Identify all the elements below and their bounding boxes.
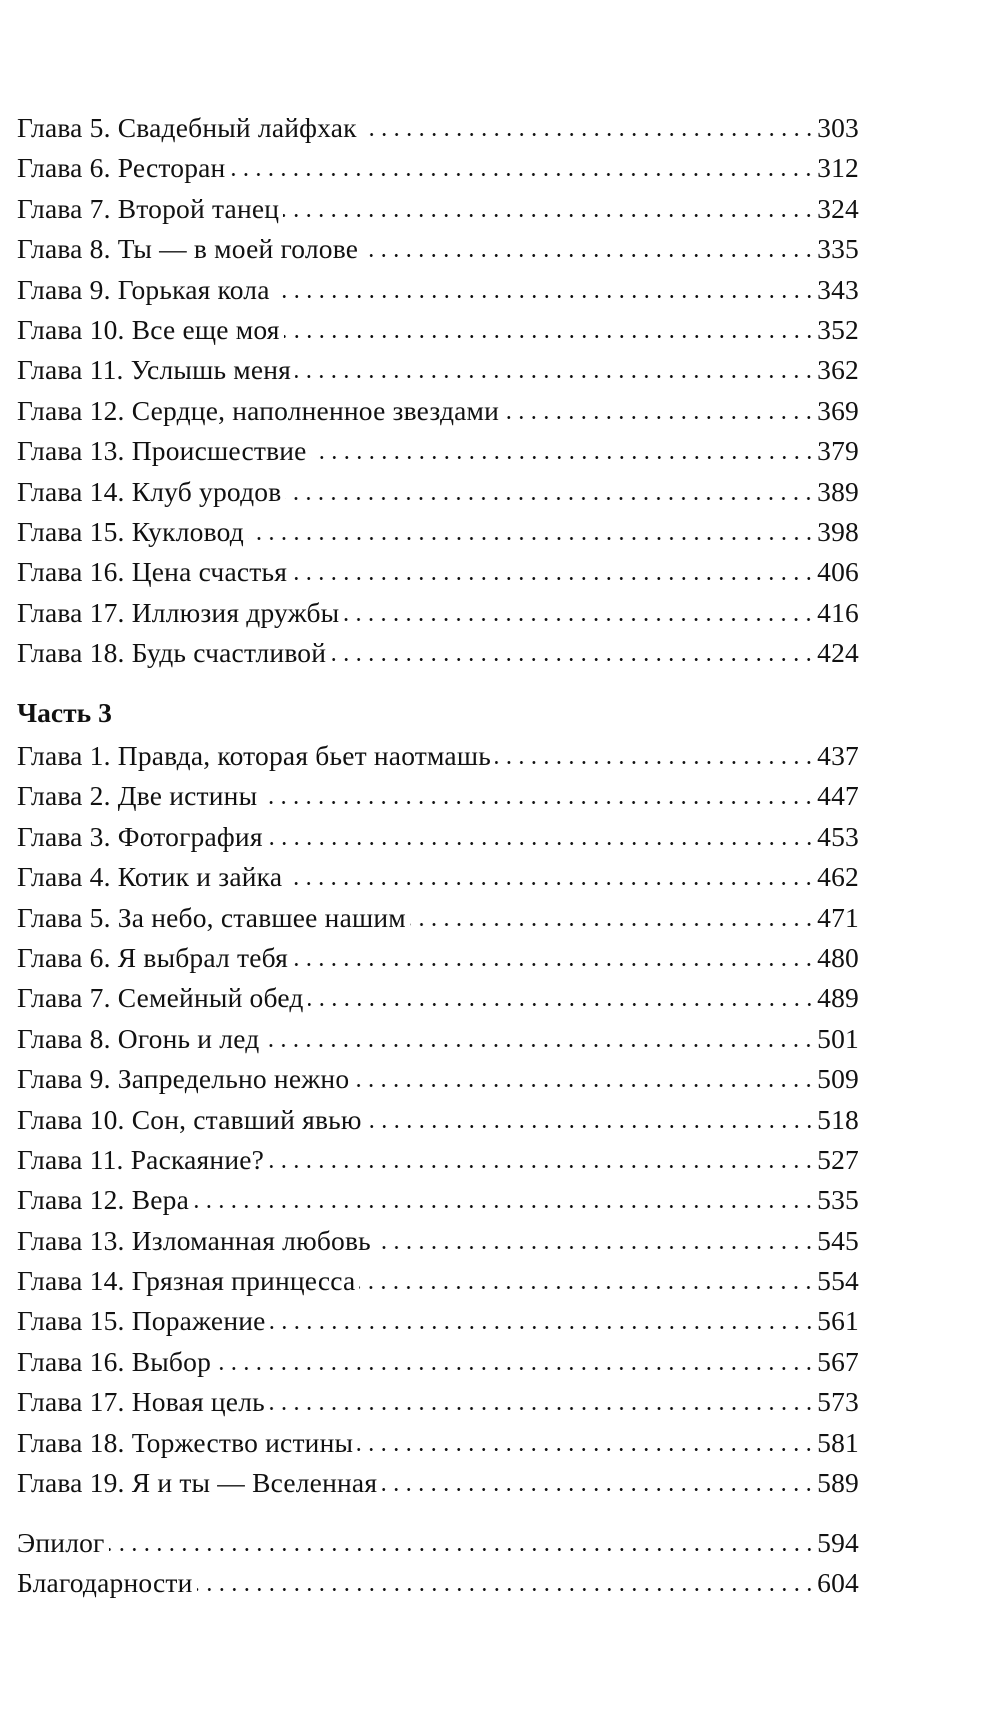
toc-entry — [17, 1423, 859, 1463]
dot-leader — [267, 842, 815, 845]
toc-entry — [17, 857, 859, 897]
toc-entry-page: 471 — [817, 901, 859, 933]
dot-leader — [229, 173, 815, 176]
toc-entry-title: Глава 15. Кукловод — [17, 515, 244, 547]
toc-entry-page: 406 — [817, 556, 859, 588]
toc-entry-title: Глава 11. Раскаяние? — [17, 1143, 265, 1175]
dot-leader — [263, 1044, 815, 1047]
dot-leader — [353, 1084, 815, 1087]
toc-entry — [17, 1301, 859, 1341]
toc-entry-page: 379 — [817, 435, 859, 467]
toc-entry-title: Глава 15. Поражение — [17, 1305, 266, 1337]
toc-entry — [17, 229, 859, 269]
toc-entry-page: 480 — [817, 941, 859, 973]
toc-entry-title: Глава 10. Все еще моя — [17, 313, 280, 345]
toc-entry — [17, 1140, 859, 1180]
toc-entry-title: Глава 16. Выбор — [17, 1345, 212, 1377]
toc-entry — [17, 938, 859, 978]
toc-entry — [17, 776, 859, 816]
toc-entry-title: Глава 18. Будь счастливой — [17, 637, 327, 669]
dot-leader — [362, 254, 815, 257]
toc-entry-title: Эпилог — [17, 1527, 105, 1558]
dot-leader — [286, 882, 815, 885]
toc-entry-page: 352 — [817, 313, 859, 345]
toc-entry-title: Глава 17. Иллюзия дружбы — [17, 596, 340, 628]
toc-entry-page: 545 — [817, 1224, 859, 1256]
toc-entry-page: 573 — [817, 1386, 859, 1418]
dot-leader — [215, 1367, 815, 1370]
dot-leader — [495, 761, 815, 764]
dot-leader — [261, 801, 815, 804]
toc-entry — [17, 1100, 859, 1140]
toc-entry-page: 324 — [817, 192, 859, 224]
toc-entry-title: Глава 9. Горькая кола — [17, 273, 270, 305]
dot-leader — [330, 658, 815, 661]
part3-heading: Часть 3 — [17, 697, 112, 728]
toc-entry-page: 416 — [817, 596, 859, 628]
toc-entry-title: Благодарности — [17, 1567, 193, 1599]
toc-entry-title: Глава 10. Сон, ставший явью — [17, 1103, 362, 1135]
toc-entry-title: Глава 1. Правда, которая бьет наотмашь — [17, 740, 491, 771]
toc-entry-title: Глава 19. Я и ты — Вселенная — [17, 1467, 378, 1499]
dot-leader — [193, 1205, 815, 1208]
toc-entry — [17, 1563, 859, 1603]
toc-entry — [17, 512, 859, 552]
toc-entry-title: Глава 17. Новая цель — [17, 1386, 265, 1418]
toc-entry — [17, 148, 859, 188]
dot-leader — [109, 1548, 816, 1551]
toc-entry — [17, 108, 859, 148]
toc-entry-title: Глава 16. Цена счастья — [17, 556, 288, 588]
toc-entry-title: Глава 3. Фотография — [17, 820, 263, 852]
dot-leader — [308, 1003, 816, 1006]
toc-entry — [17, 1261, 859, 1301]
toc-entry — [17, 1463, 859, 1503]
toc-entry — [17, 310, 859, 350]
dot-leader — [375, 1246, 815, 1249]
toc-entry — [17, 1221, 859, 1261]
part2-chapter-list — [17, 108, 859, 673]
toc-entry — [17, 350, 859, 390]
toc-entry-title: Глава 12. Сердце, наполненное звездами — [17, 394, 500, 426]
dot-leader — [343, 618, 815, 621]
toc-entry-title: Глава 7. Семейный обед — [17, 982, 304, 1014]
dot-leader — [285, 497, 815, 500]
toc-entry-page: 453 — [817, 820, 859, 852]
dot-leader — [366, 1125, 816, 1128]
toc-entry-title: Глава 9. Запредельно нежно — [17, 1063, 350, 1095]
dot-leader — [268, 1165, 815, 1168]
toc-entry-page: 437 — [817, 740, 859, 771]
toc-entry-title: Глава 8. Огонь и лед — [17, 1022, 260, 1054]
toc-entry-page: 389 — [817, 475, 859, 507]
toc-entry — [17, 472, 859, 512]
toc-entry-page: 594 — [817, 1527, 859, 1558]
toc-entry-page: 489 — [817, 982, 859, 1014]
toc-entry-page: 554 — [817, 1265, 859, 1297]
dot-leader — [292, 963, 815, 966]
toc-entry-page: 303 — [817, 112, 859, 143]
part3-chapter-list — [17, 736, 859, 1503]
toc-entry-page: 518 — [817, 1103, 859, 1135]
toc-entry — [17, 391, 859, 431]
dot-leader — [295, 375, 815, 378]
toc-entry-page: 362 — [817, 354, 859, 386]
dot-leader — [197, 1588, 816, 1591]
toc-entry — [17, 1382, 859, 1422]
toc-entry — [17, 633, 859, 673]
toc-entry-page: 604 — [817, 1567, 859, 1599]
toc-entry-title: Глава 13. Изломанная любовь — [17, 1224, 371, 1256]
toc-entry — [17, 270, 859, 310]
toc-entry — [17, 736, 859, 776]
toc-entry-page: 561 — [817, 1305, 859, 1337]
toc-entry-page: 527 — [817, 1143, 859, 1175]
toc-entry-title: Глава 14. Клуб уродов — [17, 475, 282, 507]
toc-entry — [17, 1523, 859, 1563]
toc-entry — [17, 431, 859, 471]
toc-entry-page: 462 — [817, 861, 859, 893]
toc-entry-title: Глава 13. Происшествие — [17, 435, 307, 467]
toc-entry — [17, 189, 859, 229]
dot-leader — [269, 1407, 815, 1410]
toc-entry-title: Глава 7. Второй танец — [17, 192, 280, 224]
dot-leader — [361, 133, 815, 136]
dot-leader — [311, 456, 816, 459]
dot-leader — [381, 1488, 815, 1491]
toc-entry-page: 424 — [817, 637, 859, 669]
toc-entry-page: 343 — [817, 273, 859, 305]
toc-entry — [17, 552, 859, 592]
toc-entry — [17, 593, 859, 633]
toc-entry-title: Глава 11. Услышь меня — [17, 354, 292, 386]
toc-entry-title: Глава 2. Две истины — [17, 780, 258, 812]
toc-entry — [17, 817, 859, 857]
dot-leader — [274, 295, 816, 298]
dot-leader — [357, 1448, 815, 1451]
toc-entry-page: 369 — [817, 394, 859, 426]
dot-leader — [283, 214, 815, 217]
dot-leader — [284, 335, 816, 338]
toc-entry-title: Глава 5. Свадебный лайфхак — [17, 112, 357, 143]
toc-entry-title: Глава 4. Котик и зайка — [17, 861, 283, 893]
toc-entry-page: 509 — [817, 1063, 859, 1095]
dot-leader — [359, 1286, 815, 1289]
toc-entry-title: Глава 8. Ты — в моей голове — [17, 233, 359, 265]
dot-leader — [291, 577, 815, 580]
toc-entry-page: 589 — [817, 1467, 859, 1499]
toc-entry — [17, 1180, 859, 1220]
toc-entry-page: 335 — [817, 233, 859, 265]
toc-entry-title: Глава 6. Ресторан — [17, 152, 226, 184]
toc-entry-page: 312 — [817, 152, 859, 184]
toc-entry-title: Глава 14. Грязная принцесса — [17, 1265, 356, 1297]
toc-entry-title: Глава 18. Торжество истины — [17, 1426, 354, 1458]
toc-entry — [17, 1342, 859, 1382]
toc-entry-page: 535 — [817, 1184, 859, 1216]
back-matter-list — [17, 1523, 859, 1604]
toc-entry-title: Глава 5. За небо, ставшее нашим — [17, 901, 406, 933]
toc-entry — [17, 1019, 859, 1059]
toc-entry — [17, 978, 859, 1018]
dot-leader — [503, 416, 815, 419]
dot-leader — [248, 537, 815, 540]
toc-entry — [17, 898, 859, 938]
toc-entry-page: 501 — [817, 1022, 859, 1054]
toc-entry-title: Глава 6. Я выбрал тебя — [17, 941, 289, 973]
toc-entry — [17, 1059, 859, 1099]
dot-leader — [270, 1326, 816, 1329]
toc-entry-title: Глава 12. Вера — [17, 1184, 190, 1216]
toc-entry-page: 581 — [817, 1426, 859, 1458]
toc-entry-page: 567 — [817, 1345, 859, 1377]
toc-entry-page: 447 — [817, 780, 859, 812]
dot-leader — [410, 923, 815, 926]
toc-entry-page: 398 — [817, 515, 859, 547]
